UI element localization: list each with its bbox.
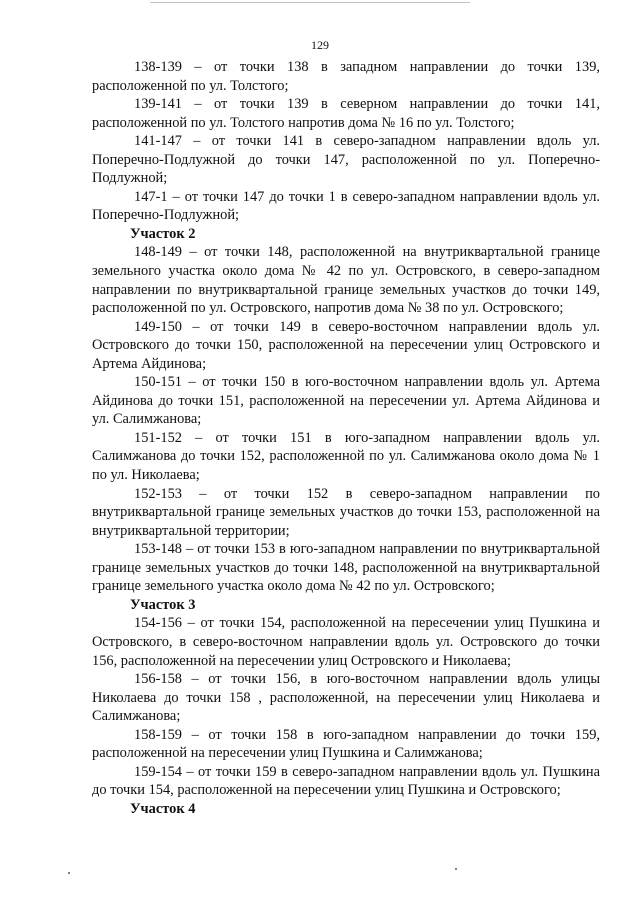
boundary-paragraph: 139-141 – от точки 139 в северном направлении до точки 141, расположенной по ул. Толстого напротив дома № 16 по ул. Толстого; xyxy=(92,96,600,131)
page-number: 129 xyxy=(311,38,329,52)
scan-edge-mark xyxy=(150,2,470,3)
boundary-paragraph: 151-152 – от точки 151 в юго-западном направлении вдоль ул. Салимжанова до точки 152, расположенной по ул. Салимжанова около дома № 1 по ул. Николаева; xyxy=(92,429,600,484)
boundary-paragraph: 149-150 – от точки 149 в северо-восточном направлении вдоль ул. Островского до точки 150, расположенной на пересечении улиц Островского и Артема Айдинова; xyxy=(92,318,600,372)
boundary-paragraph: 148-149 – от точки 148, расположенной на внутриквартальной границе земельного участка около дома № 42 по ул. Островского, в северо-западном направлении по внутриквартальной границе земельных участков до точки 149, расположенной по ул. Островского, напротив дома № 38 по ул. Островского; xyxy=(92,244,600,317)
boundary-paragraph: 138-139 – от точки 138 в западном направлении до точки 139, расположенной по ул. Толстого; xyxy=(92,59,600,94)
section-heading: Участок 3 xyxy=(130,596,196,613)
section-heading: Участок 4 xyxy=(130,800,196,817)
document-body xyxy=(92,58,600,818)
boundary-paragraph: 156-158 – от точки 156, в юго-восточном направлении вдоль улицы Николаева до точки 158 , расположенной, на пересечении улиц Николаева и Салимжанова; xyxy=(92,671,600,725)
boundary-paragraph: 150-151 – от точки 150 в юго-восточном направлении вдоль ул. Артема Айдинова до точки 151, расположенной на пересечении ул. Артема Айдинова и ул. Салимжанова; xyxy=(92,374,600,428)
boundary-paragraph: 152-153 – от точки 152 в северо-западном направлении по внутриквартальной границе земельных участков до точки 153, расположенной на внутриквартальной территории; xyxy=(92,485,600,539)
boundary-paragraph: 154-156 – от точки 154, расположенной на пересечении улиц Пушкина и Островского, в северо-восточном направлении вдоль ул. Островского до точки 156, расположенной на пересечении улиц Островского и Николаева; xyxy=(92,615,600,669)
boundary-paragraph: 158-159 – от точки 158 в юго-западном направлении до точки 159, расположенной на пересечении улиц Пушкина и Салимжанова; xyxy=(92,726,600,762)
boundary-paragraph: 141-147 – от точки 141 в северо-западном направлении вдоль ул. Поперечно-Подлужной до точки 147, расположенной по ул. Поперечно-Подлужной; xyxy=(92,133,600,187)
section-heading: Участок 2 xyxy=(130,225,196,242)
scan-speck xyxy=(68,872,70,874)
boundary-paragraph: 153-148 – от точки 153 в юго-западном направлении по внутриквартальной границе земельных участков до точки 148, расположенной на внутриквартальной границе земельного участка около дома № 42 по ул. Островского; xyxy=(92,541,600,595)
boundary-paragraph: 159-154 – от точки 159 в северо-западном направлении вдоль ул. Пушкина до точки 154, расположенной на пересечении улиц Пушкина и Островского; xyxy=(92,763,600,799)
scan-speck xyxy=(455,868,457,870)
boundary-paragraph: 147-1 – от точки 147 до точки 1 в северо-западном направлении вдоль ул. Поперечно-Подлужной; xyxy=(92,188,600,224)
